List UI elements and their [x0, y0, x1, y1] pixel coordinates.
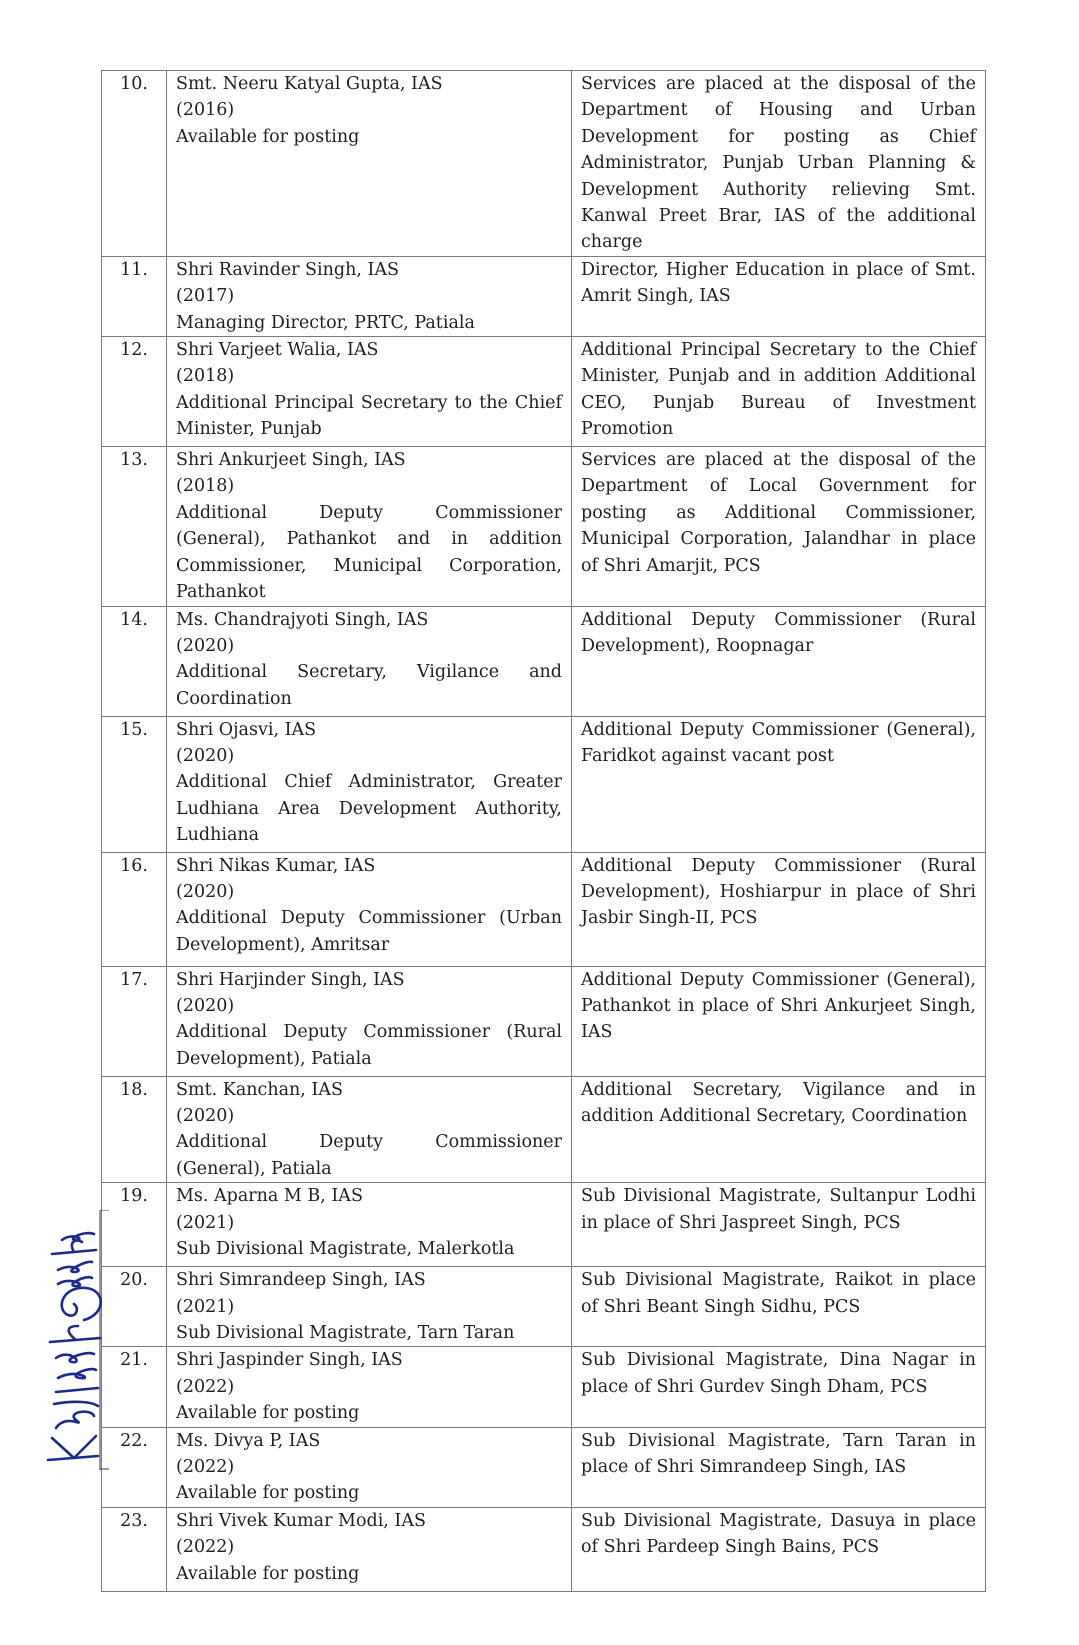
officer-batch: (2018)	[176, 476, 235, 497]
serial-number: 16.	[102, 852, 167, 966]
officer-name: Shri Vivek Kumar Modi, IAS	[176, 1510, 426, 1531]
new-posting: Additional Deputy Commissioner (Rural Development), Hoshiarpur in place of Shri Jasbir Singh-II, PCS	[572, 852, 986, 966]
officer-name: Ms. Divya P, IAS	[176, 1430, 321, 1451]
table-row	[102, 716, 986, 852]
current-posting: Sub Divisional Magistrate, Malerkotla	[176, 1238, 515, 1259]
officer-batch: (2020)	[176, 995, 235, 1016]
officer-name: Shri Ankurjeet Singh, IAS	[176, 450, 406, 471]
current-posting: Additional Deputy Commissioner (Urban Development), Amritsar	[176, 908, 562, 955]
serial-number: 13.	[102, 447, 167, 606]
table-row	[102, 606, 986, 716]
new-posting: Additional Deputy Commissioner (General), Faridkot against vacant post	[572, 716, 986, 852]
new-posting: Sub Divisional Magistrate, Raikot in place of Shri Beant Singh Sidhu, PCS	[572, 1267, 986, 1347]
officer-cell	[167, 1507, 572, 1591]
table-row	[102, 337, 986, 447]
posting-table-body	[102, 71, 986, 1592]
officer-name: Shri Nikas Kumar, IAS	[176, 855, 376, 876]
new-posting: Services are placed at the disposal of the Department of Local Government for posting as Additional Commissioner, Municipal Corporation, Jalandhar in place of Shri Amarjit, PCS	[572, 447, 986, 606]
serial-number: 11.	[102, 256, 167, 336]
new-posting: Additional Secretary, Vigilance and in addition Additional Secretary, Coordination	[572, 1076, 986, 1183]
officer-batch: (2020)	[176, 635, 235, 656]
officer-batch: (2022)	[176, 1537, 235, 1558]
serial-number: 23.	[102, 1507, 167, 1591]
table-row	[102, 447, 986, 606]
officer-batch: (2020)	[176, 881, 235, 902]
officer-batch: (2021)	[176, 1212, 235, 1233]
officer-name: Smt. Kanchan, IAS	[176, 1079, 343, 1100]
new-posting: Director, Higher Education in place of Smt. Amrit Singh, IAS	[572, 256, 986, 336]
current-posting: Sub Divisional Magistrate, Tarn Taran	[176, 1322, 515, 1343]
serial-number: 12.	[102, 337, 167, 447]
current-posting: Additional Principal Secretary to the Chief Minister, Punjab	[176, 392, 562, 440]
serial-number: 15.	[102, 716, 167, 852]
officer-cell	[167, 1076, 572, 1183]
serial-number: 10.	[102, 71, 167, 257]
officer-batch: (2022)	[176, 1376, 235, 1397]
table-row	[102, 256, 986, 336]
current-posting: Additional Deputy Commissioner (General), Patiala	[176, 1132, 562, 1179]
new-posting: Sub Divisional Magistrate, Sultanpur Lodhi in place of Shri Jaspreet Singh, PCS	[572, 1183, 986, 1267]
table-row	[102, 1507, 986, 1591]
table-row	[102, 852, 986, 966]
officer-name: Shri Varjeet Walia, IAS	[176, 340, 379, 361]
officer-cell	[167, 337, 572, 447]
officer-name: Shri Ravinder Singh, IAS	[176, 259, 400, 280]
table-row	[102, 1347, 986, 1427]
serial-number: 18.	[102, 1076, 167, 1183]
officer-name: Shri Simrandeep Singh, IAS	[176, 1270, 426, 1291]
new-posting: Sub Divisional Magistrate, Tarn Taran in place of Shri Simrandeep Singh, IAS	[572, 1427, 986, 1507]
current-posting: Additional Deputy Commissioner (Rural Development), Patiala	[176, 1022, 562, 1069]
officer-name: Shri Harjinder Singh, IAS	[176, 969, 405, 990]
new-posting: Sub Divisional Magistrate, Dasuya in place of Shri Pardeep Singh Bains, PCS	[572, 1507, 986, 1591]
current-posting: Managing Director, PRTC, Patiala	[176, 312, 475, 333]
officer-batch: (2016)	[176, 100, 235, 121]
new-posting: Services are placed at the disposal of the Department of Housing and Urban Development for posting as Chief Administrator, Punjab Urban Planning & Development Authority relieving Smt. Kanwal Preet Brar, IAS of the additional charge	[572, 71, 986, 257]
officer-cell	[167, 447, 572, 606]
officer-name: Ms. Aparna M B, IAS	[176, 1186, 363, 1207]
current-posting: Available for posting	[176, 1483, 360, 1504]
current-posting: Additional Deputy Commissioner (General), Pathankot and in addition Commissioner, Municipal Corporation, Pathankot	[176, 502, 562, 603]
officer-cell	[167, 71, 572, 257]
officer-batch: (2020)	[176, 1105, 235, 1126]
officer-cell	[167, 1183, 572, 1267]
officer-cell	[167, 606, 572, 716]
officer-cell	[167, 1267, 572, 1347]
serial-number: 14.	[102, 606, 167, 716]
posting-table	[101, 70, 986, 1592]
officer-name: Shri Jaspinder Singh, IAS	[176, 1350, 403, 1371]
table-row	[102, 1183, 986, 1267]
current-posting: Additional Chief Administrator, Greater Ludhiana Area Development Authority, Ludhiana	[176, 772, 562, 846]
officer-batch: (2020)	[176, 745, 235, 766]
table-row	[102, 966, 986, 1076]
serial-number: 20.	[102, 1267, 167, 1347]
handwritten-signature	[36, 1228, 112, 1468]
table-row	[102, 1076, 986, 1183]
officer-cell	[167, 716, 572, 852]
serial-number: 22.	[102, 1427, 167, 1507]
serial-number: 17.	[102, 966, 167, 1076]
new-posting: Additional Deputy Commissioner (Rural Development), Roopnagar	[572, 606, 986, 716]
current-posting: Available for posting	[176, 1563, 360, 1584]
new-posting: Sub Divisional Magistrate, Dina Nagar in place of Shri Gurdev Singh Dham, PCS	[572, 1347, 986, 1427]
current-posting: Available for posting	[176, 1403, 360, 1424]
officer-name: Ms. Chandrajyoti Singh, IAS	[176, 609, 429, 630]
officer-cell	[167, 852, 572, 966]
table-row	[102, 71, 986, 257]
officer-cell	[167, 966, 572, 1076]
new-posting: Additional Deputy Commissioner (General), Pathankot in place of Shri Ankurjeet Singh, IAS	[572, 966, 986, 1076]
officer-batch: (2017)	[176, 286, 235, 307]
officer-cell	[167, 1347, 572, 1427]
table-row	[102, 1427, 986, 1507]
officer-cell	[167, 256, 572, 336]
serial-number: 21.	[102, 1347, 167, 1427]
officer-batch: (2022)	[176, 1456, 235, 1477]
current-posting: Additional Secretary, Vigilance and Coordination	[176, 662, 562, 709]
officer-name: Smt. Neeru Katyal Gupta, IAS	[176, 74, 443, 94]
officer-name: Shri Ojasvi, IAS	[176, 719, 317, 740]
new-posting: Additional Principal Secretary to the Chief Minister, Punjab and in addition Additional CEO, Punjab Bureau of Investment Promotion	[572, 337, 986, 447]
serial-number: 19.	[102, 1183, 167, 1267]
table-row	[102, 1267, 986, 1347]
officer-batch: (2018)	[176, 366, 235, 387]
current-posting: Available for posting	[176, 126, 360, 147]
officer-batch: (2021)	[176, 1296, 235, 1317]
officer-cell	[167, 1427, 572, 1507]
